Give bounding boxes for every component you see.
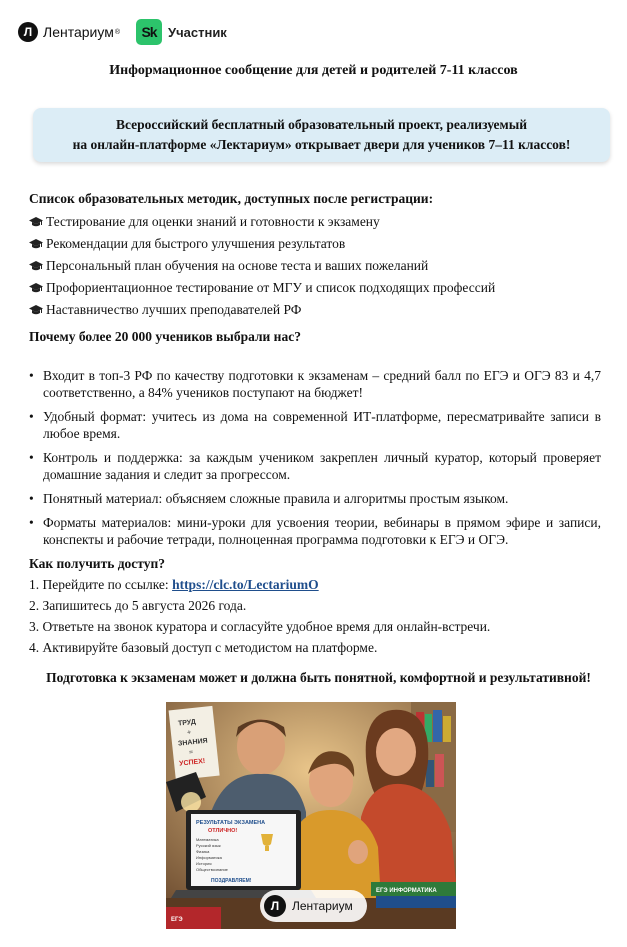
- graduation-cap-icon: [29, 238, 43, 250]
- lentarium-badge-icon: Л: [264, 895, 286, 917]
- photo-brand-badge: [260, 890, 367, 922]
- graduation-cap-icon: [29, 282, 43, 294]
- access-heading: Как получить доступ?: [29, 556, 166, 571]
- access-steps: [29, 574, 609, 658]
- reason-item: [29, 408, 601, 442]
- book-2-label: ЕГЭ: [171, 917, 183, 923]
- methods-heading: Список образовательных методик, доступных после регистрации:: [29, 191, 434, 206]
- step-1: [29, 574, 609, 595]
- bullet: •: [29, 491, 34, 506]
- laptop: [171, 810, 316, 898]
- slogan: Подготовка к экзаменам может и должна быть понятной, комфортной и результативной!: [46, 670, 591, 685]
- header: [18, 18, 227, 46]
- method-item: [29, 255, 609, 277]
- reason-item: [29, 367, 601, 401]
- registration-link[interactable]: https://clc.to/LectariumO: [172, 577, 319, 592]
- poster-line-1: ТРУД: [177, 718, 197, 728]
- reason-item: [29, 490, 601, 507]
- screen-row: Информатика: [196, 855, 222, 860]
- graduation-cap-icon: [29, 216, 43, 228]
- family-photo: [166, 702, 456, 929]
- lentarium-badge-text: Лентариум: [292, 899, 353, 913]
- screen-row: Русский язык: [196, 843, 221, 848]
- banner-line-2: на онлайн-платформе «Лектариум» открывает двери для учеников 7–11 классов!: [72, 137, 571, 152]
- lentarium-logo: [18, 22, 120, 42]
- skolkovo-participant-logo: [136, 19, 227, 45]
- lentarium-logo-text: Лентариум: [43, 24, 114, 40]
- registered-mark: ®: [114, 28, 120, 36]
- poster-line-5: УСПЕХ!: [178, 757, 206, 768]
- screen-subtitle: ОТЛИЧНО!: [208, 828, 238, 834]
- method-item-text: Рекомендации для быстрого улучшения результатов: [46, 236, 346, 251]
- reason-text: Контроль и поддержка: за каждым учеником закреплен личный куратор, который проверяет домашние задания и следит за прогрессом.: [43, 450, 601, 482]
- intro-banner: [33, 108, 610, 162]
- method-item-text: Тестирование для оценки знаний и готовности к экзамену: [46, 214, 380, 229]
- page-title: Информационное сообщение для детей и родителей 7-11 классов: [109, 63, 518, 78]
- method-item: [29, 233, 609, 255]
- motivation-poster: [169, 706, 220, 780]
- step-3: 3. Ответьте на звонок куратора и согласуйте удобное время для онлайн-встречи.: [29, 619, 491, 634]
- graduation-cap-icon: [29, 260, 43, 272]
- bullet: •: [29, 450, 34, 465]
- participant-label: Участник: [168, 24, 227, 40]
- reason-item: [29, 449, 601, 483]
- method-item-text: Профориентационное тестирование от МГУ и список подходящих профессий: [46, 280, 496, 295]
- step-1-text: 1. Перейдите по ссылке:: [29, 577, 173, 592]
- method-item: [29, 299, 609, 321]
- reasons-heading: Почему более 20 000 учеников выбрали нас?: [29, 329, 301, 344]
- step-2: 2. Запишитесь до 5 августа 2026 года.: [29, 598, 247, 613]
- banner-line-1: Всероссийский бесплатный образовательный проект, реализуемый: [115, 117, 528, 132]
- bullet: •: [29, 368, 34, 383]
- sk-logo-icon: Sk: [136, 19, 162, 45]
- step-4: 4. Активируйте базовый доступ с методистом на платформе.: [29, 640, 378, 655]
- reasons-list: [29, 367, 601, 555]
- method-item-text: Персональный план обучения на основе теста и ваших пожеланий: [46, 258, 429, 273]
- screen-footer: ПОЗДРАВЛЯЕМ!: [211, 878, 252, 884]
- method-item: [29, 211, 609, 233]
- method-item: [29, 277, 609, 299]
- methods-list: [29, 211, 609, 321]
- book-label: ЕГЭ ИНФОРМАТИКА: [376, 888, 437, 894]
- bullet: •: [29, 515, 34, 530]
- poster-line-4: =: [188, 749, 194, 757]
- screen-row: Физика: [196, 849, 210, 854]
- reason-text: Понятный материал: объясняем сложные правила и алгоритмы простым языком.: [43, 491, 509, 506]
- reason-text: Входит в топ-3 РФ по качеству подготовки к экзаменам – средний балл по ЕГЭ и ОГЭ 83 и 4,7 соответственно, а 84% учеников поступают на бюджет!: [43, 368, 601, 400]
- bullet: •: [29, 409, 34, 424]
- poster-line-2: +: [186, 729, 192, 737]
- screen-row: История: [196, 861, 212, 866]
- method-item-text: Наставничество лучших преподавателей РФ: [46, 302, 302, 317]
- reason-text: Удобный формат: учитесь из дома на современной ИТ-платформе, пересматривайте записи в любое время.: [43, 409, 601, 441]
- screen-title: РЕЗУЛЬТАТЫ ЭКЗАМЕНА: [196, 820, 266, 826]
- screen-row: Обществознание: [196, 867, 228, 872]
- lentarium-logo-icon: Л: [18, 22, 38, 42]
- reason-text: Форматы материалов: мини-уроки для усвоения теории, вебинары в прямом эфире и записи, конспекты и рабочие тетради, полноценная программа подготовки к ЕГЭ и ОГЭ.: [43, 515, 601, 547]
- reason-item: [29, 514, 601, 548]
- graduation-cap-icon: [29, 304, 43, 316]
- poster-line-3: ЗНАНИЯ: [177, 737, 208, 748]
- screen-row: Математика: [196, 837, 219, 842]
